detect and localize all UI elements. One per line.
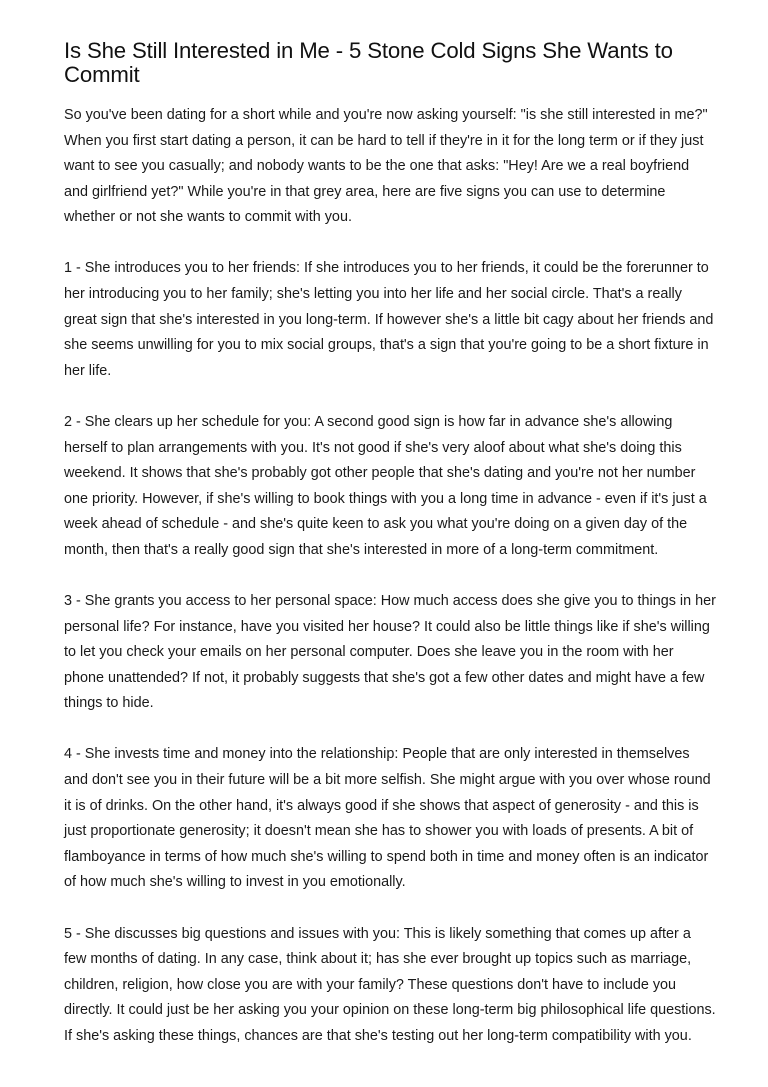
sign-3-paragraph: 3 - She grants you access to her personal space: How much access does she give you to things in her personal life? For instance, have you visited her house? It could also be little things like if she's willing to let you check your emails on her personal computer. Does she leave you in the room with her phone unattended? If not, it probably suggests that she's got a few other dates and might have a few things to hide. bbox=[64, 593, 716, 712]
document-title: Is She Still Interested in Me - 5 Stone Cold Signs She Wants to Commit bbox=[64, 38, 673, 87]
sign-5-paragraph: 5 - She discusses big questions and issues with you: This is likely something that comes up after a few months of dating. In any case, think about it; has she ever brought up topics such as marriage, children, religion, how close you are with your family? These questions don't have to include you directly. It could just be her asking you your opinion on these long-term big philosophical life questions. If she's asking these things, chances are that she's testing out her long-term compatibility with you. bbox=[64, 925, 716, 1044]
intro-paragraph: So you've been dating for a short while and you're now asking yourself: "is she still interested in me?" When you first start dating a person, it can be hard to tell if they're in it for the long term or if they just want to see you casually; and nobody wants to be the one that asks: "Hey! Are we a real boyfriend and girlfriend yet?" While you're in that grey area, here are five signs you can use to determine whether or not she wants to commit with you. bbox=[64, 107, 708, 226]
sign-1-paragraph: 1 - She introduces you to her friends: If she introduces you to her friends, it could be the forerunner to her introducing you to her family; she's letting you into her life and her social circle. That's a really great sign that she's interested in you long-term. If however she's a little bit cagy about her friends and she seems unwilling for you to mix social groups, that's a sign that you're going to be a short fixture in her life. bbox=[64, 260, 714, 379]
document-body bbox=[64, 103, 716, 1050]
sign-4-paragraph: 4 - She invests time and money into the relationship: People that are only interested in themselves and don't see you in their future will be a bit more selfish. She might argue with you over whose round it is of drinks. On the other hand, it's always good if she shows that aspect of generosity - and this is just proportionate generosity; it doesn't mean she has to shower you with loads of presents. A bit of flamboyance in terms of how much she's willing to spend both in time and money often is an indicator of how much she's willing to invest in you emotionally. bbox=[64, 746, 711, 891]
sign-2-paragraph: 2 - She clears up her schedule for you: A second good sign is how far in advance she's allowing herself to plan arrangements with you. It's not good if she's very aloof about what she's doing this weekend. It shows that she's probably got other people that she's dating and you're not her number one priority. However, if she's willing to book things with you a long time in advance - even if it's just a week ahead of schedule - and she's quite keen to ask you what you're doing on a given day of the month, then that's a really good sign that she's interested in more of a long-term commitment. bbox=[64, 413, 707, 558]
